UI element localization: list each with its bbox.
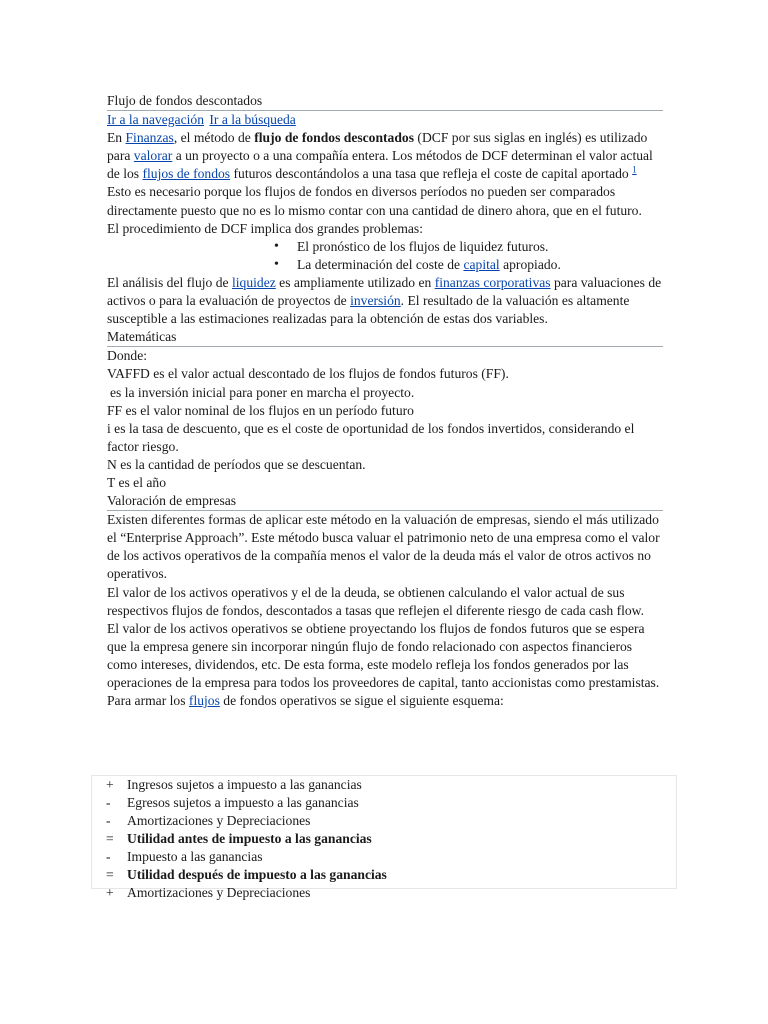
scheme-label: Amortizaciones y Depreciaciones (127, 813, 311, 828)
valuation-paragraph-2: El valor de los activos operativos y el de la deuda, se obtienen calculando el valor actual de sus respectivos flujos de fondos, descontados a tasas que reflejen el diferente riesgo de cada cash flow. (107, 584, 645, 618)
section-heading-valoracion: Valoración de empresas (107, 492, 663, 511)
scheme-label: Egresos sujetos a impuesto a las ganancias (127, 795, 359, 810)
reference-link[interactable]: 1 (632, 164, 637, 175)
list-item (297, 256, 663, 274)
intro-text: Esto es necesario porque los flujos de fondos en diversos períodos no pueden ser comparados directamente puesto que no es lo mismo contar con una cantidad de dinero ahora, que en el futuro. (107, 184, 642, 218)
scheme-row (92, 776, 676, 794)
analysis-text: es ampliamente utilizado en (275, 274, 435, 290)
scheme-operator: - (106, 813, 111, 828)
scheme-operator: + (106, 777, 114, 792)
page-title: Flujo de fondos descontados (107, 92, 663, 111)
list-item-text: apropiado. (499, 256, 561, 272)
scheme-label: Utilidad antes de impuesto a las ganancias (127, 831, 372, 846)
finanzas-link[interactable]: Finanzas (125, 130, 174, 146)
scheme-operator: - (106, 795, 111, 810)
scheme-row (92, 884, 676, 902)
scheme-label: Utilidad después de impuesto a las ganancias (127, 867, 387, 882)
math-line-n: N es la cantidad de períodos que se descuentan. (107, 456, 366, 472)
goto-navigation-link[interactable]: Ir a la navegación (107, 112, 204, 128)
intro-text: a un proyecto o a una compañía entera. Los métodos de DCF determinan el valor actual de los (107, 148, 653, 182)
goto-search-link[interactable]: Ir a la búsqueda (209, 112, 296, 128)
valuation-text: Para armar los (107, 693, 189, 709)
flujos-link[interactable]: flujos (188, 693, 220, 709)
section-heading-matematicas: Matemáticas (107, 328, 663, 347)
valuation-paragraph-4 (107, 692, 663, 710)
finanzas-corporativas-link[interactable]: finanzas corporativas (434, 274, 551, 290)
scheme-row-total (92, 830, 676, 848)
scheme-label: Amortizaciones y Depreciaciones (127, 885, 311, 900)
valuation-paragraph-1: Existen diferentes formas de aplicar este método en la valuación de empresas, siendo el más utilizado el “Enterprise Approach”. Este método busca valuar el patrimonio neto de una empresa como el valor de los activos operativos de la compañía menos el valor de la deuda más el valor de otros activos no operativos. (107, 512, 660, 582)
analysis-text: . El resultado de la valuación es altamente susceptible a las estimaciones realizadas para la obtención de estas dos variables. (107, 293, 630, 327)
analysis-text: El análisis del flujo de (107, 274, 232, 290)
intro-text: , el método de (173, 130, 255, 146)
valorar-link[interactable]: valorar (133, 148, 173, 164)
capital-link[interactable]: capital (463, 256, 500, 272)
scheme-operator: = (106, 831, 114, 846)
analysis-text: para valuaciones de activos o para la evaluación de proyectos de (107, 274, 662, 309)
cash-flow-scheme (91, 775, 677, 900)
valuation-paragraph-3: El valor de los activos operativos se obtiene proyectando los flujos de fondos futuros que se espera que la empresa genere sin incorporar ningún flujo de fondo relacionado con aspectos financieros como intereses, dividendos, etc. De esta forma, este modelo refleja los fondos generados por las operaciones de la empresa para todos los proveedores de capital, tanto accionistas como prestamistas. (107, 620, 660, 690)
scheme-row (92, 794, 676, 812)
intro-text: (DCF por sus siglas en inglés) es utilizado para (107, 130, 648, 164)
math-donde: Donde: (107, 348, 148, 364)
math-line-i: i es la tasa de descuento, que es el coste de oportunidad de los fondos invertidos, considerando el factor riesgo. (107, 420, 635, 454)
scheme-operator: - (106, 849, 111, 864)
intro-text: En (107, 130, 126, 146)
list-item-text: La determinación del coste de (297, 256, 464, 272)
math-line-t: T es el año (107, 474, 167, 490)
valuation-text: de fondos operativos se sigue el siguiente esquema: (219, 693, 504, 709)
inversion-link[interactable]: inversión (350, 293, 401, 309)
article (107, 92, 663, 710)
math-line-inversion: es la inversión inicial para poner en marcha el proyecto. (110, 384, 415, 400)
intro-text: futuros descontándolos a una tasa que refleja el coste de capital aportado (230, 166, 633, 182)
scheme-label: Impuesto a las ganancias (127, 849, 263, 864)
math-line-ff: FF es el valor nominal de los flujos en un período futuro (107, 402, 414, 418)
skip-links (107, 111, 663, 129)
list-item-text: El pronóstico de los flujos de liquidez futuros. (297, 238, 549, 254)
problems-list (107, 238, 663, 274)
intro-bold-term: flujo de fondos descontados (254, 130, 415, 146)
math-line-vaffd: VAFFD es el valor actual descontado de los flujos de fondos futuros (FF). (107, 366, 509, 382)
intro-paragraph (107, 129, 663, 219)
scheme-row (92, 848, 676, 866)
scheme-label: Ingresos sujetos a impuesto a las ganancias (127, 777, 362, 792)
flujos-de-fondos-link[interactable]: flujos de fondos (142, 166, 231, 182)
list-item (297, 238, 663, 256)
liquidez-link[interactable]: liquidez (231, 274, 276, 290)
analysis-paragraph (107, 274, 663, 328)
scheme-row-total (92, 866, 676, 884)
scheme-row (92, 812, 676, 830)
scheme-operator: = (106, 867, 114, 882)
procedure-text: El procedimiento de DCF implica dos grandes problemas: (107, 220, 423, 236)
scheme-operator: + (106, 885, 114, 900)
